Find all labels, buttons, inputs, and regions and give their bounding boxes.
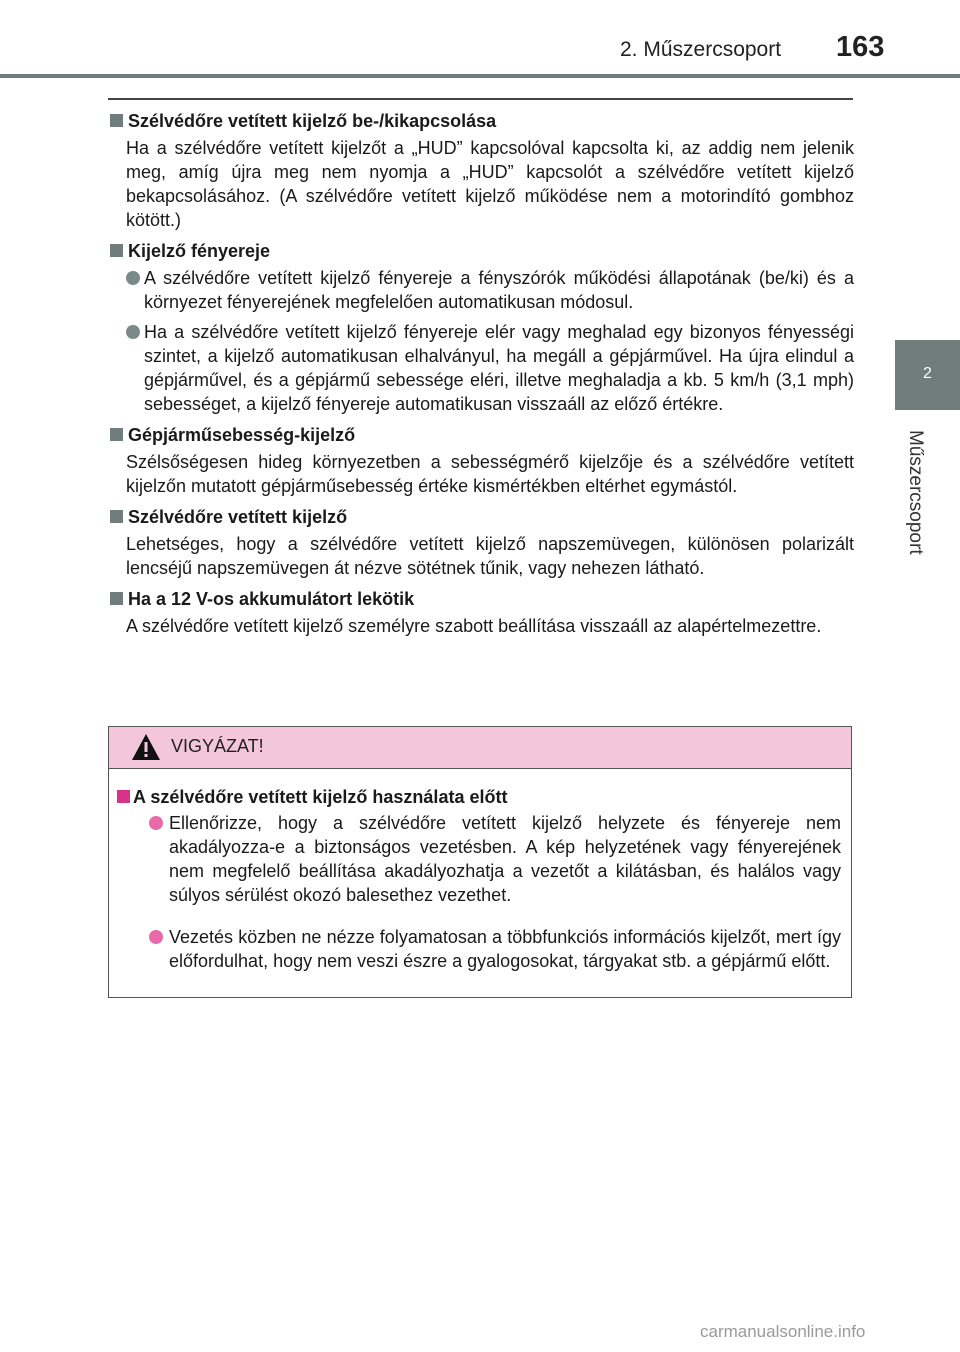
bullet-item	[108, 266, 854, 314]
section-square-icon	[110, 244, 123, 257]
content-rule	[108, 98, 853, 100]
bullet-text: A szélvédőre vetített kijelző fényereje a fényszórók működési állapotának (be/ki) és a környezet fényerejének megfelelően automatikusan módosul.	[144, 268, 854, 312]
warning-title	[113, 785, 841, 809]
section-paragraph: Ha a szélvédőre vetített kijelzőt a „HUD” kapcsolóval kapcsolta ki, az addig nem jelenik meg, amíg újra meg nem nyomja a „HUD” kapcsolót a szélvédőre vetített kijelző bekapcsolásához. (A szélvédőre vetített kijelző működése nem a motorindító gombhoz kötött.)	[126, 138, 854, 230]
section-paragraph: Szélsőségesen hideg környezetben a sebességmérő kijelzője és a szélvédőre vetített kijelzőn mutatott gépjárműsebesség értéke kismértékben eltérhet egymástól.	[126, 452, 854, 496]
bullet-text: Ha a szélvédőre vetített kijelző fényereje elér vagy meghalad egy bizonyos fényességi szintet, a kijelző automatikusan elhalványul, ha megáll a gépjárművel. Ha újra elindul a gépjárművel, és a gépjármű sebessége eléri, illetve meghaladja a kb. 5 km/h (3,1 mph) sebességet, a kijelző fényereje automatikusan visszaáll az előző értékre.	[144, 322, 854, 414]
content	[108, 106, 854, 644]
section-title	[108, 586, 854, 612]
warning-box	[108, 726, 852, 998]
section-square-icon	[110, 428, 123, 441]
page-number: 163	[836, 31, 885, 63]
warning-square-icon	[117, 790, 130, 803]
bullet-dot-icon	[126, 271, 140, 285]
chapter-title: 2. Műszercsoport	[620, 38, 782, 61]
watermark: carmanualsonline.info	[700, 1322, 866, 1341]
warning-bullet-text: Ellenőrizze, hogy a szélvédőre vetített kijelző helyzete és fényereje nem akadályozza-e a biztonságos vezetésben. A kép helyzetének vagy fényerejének nem megfelelő beállítása akadályozhatja a vezetőt a kilátásban, és halálos vagy súlyos sérülést okozó balesethez vezethet.	[169, 813, 841, 905]
section-title	[108, 504, 854, 530]
section-title-text: Ha a 12 V-os akkumulátort lekötik	[128, 589, 415, 609]
chapter-tab[interactable]: 2	[895, 340, 960, 410]
warning-dot-icon	[149, 816, 163, 830]
bullet-dot-icon	[126, 325, 140, 339]
section-title-text: Szélvédőre vetített kijelző	[128, 507, 348, 527]
section-title	[108, 238, 854, 264]
bullet-item	[108, 320, 854, 416]
section-title-text: Szélvédőre vetített kijelző be-/kikapcsolása	[128, 111, 497, 131]
header-divider	[0, 74, 960, 78]
warning-bullet	[113, 925, 841, 973]
chapter-tab-text: Műszercsoport	[905, 430, 926, 555]
warning-triangle-icon	[131, 733, 161, 761]
warning-dot-icon	[149, 930, 163, 944]
section-title-text: Kijelző fényereje	[128, 241, 271, 261]
section-square-icon	[110, 592, 123, 605]
section-title-text: Gépjárműsebesség-kijelző	[128, 425, 356, 445]
section-paragraph: Lehetséges, hogy a szélvédőre vetített kijelző napszemüvegen, különösen polarizált lencséjű napszemüvegen át nézve sötétnek tűnik, vagy nehezen látható.	[126, 534, 854, 578]
warning-bullet	[113, 811, 841, 907]
section-square-icon	[110, 114, 123, 127]
section-square-icon	[110, 510, 123, 523]
warning-body	[109, 769, 851, 973]
warning-title-text: A szélvédőre vetített kijelző használata előtt	[133, 787, 508, 807]
warning-header	[109, 727, 851, 769]
chapter-tab-label	[890, 420, 960, 600]
warning-label: VIGYÁZAT!	[171, 736, 264, 756]
warning-bullet-text: Vezetés közben ne nézze folyamatosan a többfunkciós információs kijelzőt, mert így előfordulhat, hogy nem veszi észre a gyalogosokat, tárgyakat stb. a gépjármű előtt.	[169, 927, 841, 971]
section-title	[108, 108, 854, 134]
section-title	[108, 422, 854, 448]
section-paragraph: A szélvédőre vetített kijelző személyre szabott beállítása visszaáll az alapértelmezettre.	[126, 616, 822, 636]
